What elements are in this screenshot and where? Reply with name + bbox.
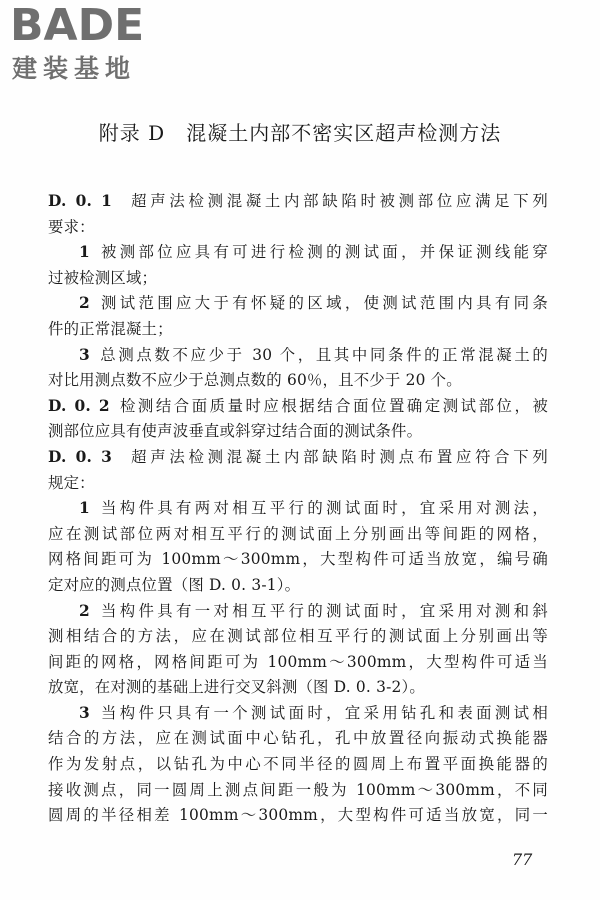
clause-line: 测部位应具有使声波垂直或斜穿过结合面的测试条件。 xyxy=(48,422,423,441)
item-number: 2 xyxy=(79,294,90,313)
clause-d-0-1-item-3 xyxy=(48,343,548,394)
clause-line: 放宽，在对测的基础上进行交叉斜测（图 D. 0. 3-2）。 xyxy=(48,678,425,697)
clause-line: D. 0. 3 超声法检测混凝土内部缺陷时测点布置应符合下列 xyxy=(48,447,548,466)
clause-d-0-1-item-2 xyxy=(48,291,548,342)
clause-line: D. 0. 1 超声法检测混凝土内部缺陷时被测部位应满足下列 xyxy=(48,192,548,210)
clause-line: 2 测试范围应大于有怀疑的区域，使测试范围内具有同条 xyxy=(79,294,548,313)
logo-subtitle: 建装基地 xyxy=(12,54,137,83)
clause-line: 间距的网格，网格间距可为 100mm～300mm，大型构件可适当 xyxy=(48,652,548,671)
clause-line: 作为发射点，以钻孔为中心不同半径的圆周上布置平面换能器的 xyxy=(48,755,548,774)
clause-line: 接收测点，同一圆周上测点间距一般为 100mm～300mm，不同 xyxy=(48,780,548,799)
item-number: 3 xyxy=(79,703,90,722)
item-number: 3 xyxy=(79,345,90,364)
clause-line: 3 当构件只具有一个测试面时，宜采用钻孔和表面测试相 xyxy=(79,703,548,722)
clause-line: 要求： xyxy=(48,217,95,236)
item-number: 1 xyxy=(79,243,90,262)
appendix-title: 附录 D 混凝土内部不密实区超声检测方法 xyxy=(98,121,502,145)
clause-number: D. 0. 1 xyxy=(48,192,113,210)
clause-line: 1 当构件具有两对相互平行的测试面时，宜采用对测法， xyxy=(79,499,548,518)
clause-d-0-2 xyxy=(48,394,548,445)
clause-d-0-1-item-1 xyxy=(48,240,548,291)
clause-line: 结合的方法，应在测试面中心钻孔，孔中放置径向振动式换能器 xyxy=(48,729,548,748)
clause-d-0-3-item-1 xyxy=(48,496,548,598)
bade-logo xyxy=(8,0,178,86)
clause-number: D. 0. 3 xyxy=(48,447,113,466)
clause-d-0-3 xyxy=(48,445,548,496)
clause-number: D. 0. 2 xyxy=(48,396,110,415)
clause-line: 应在测试部位两对相互平行的测试面上分别画出等间距的网格， xyxy=(48,524,548,543)
clause-line: 对比用测点数不应少于总测点数的 60％，且不少于 20 个。 xyxy=(48,371,462,390)
document-body xyxy=(48,189,548,829)
clause-line: 网格间距可为 100mm～300mm，大型构件可适当放宽，编号确 xyxy=(48,550,548,569)
clause-line: 1 被测部位应具有可进行检测的测试面，并保证测线能穿 xyxy=(79,243,548,262)
clause-line: 测相结合的方法，应在测试部位相互平行的测试面上分别画出等 xyxy=(48,627,548,646)
clause-line: 2 当构件具有一对相互平行的测试面时，宜采用对测和斜 xyxy=(79,601,548,620)
clause-line: 件的正常混凝土； xyxy=(48,319,173,338)
clause-line: D. 0. 2 检测结合面质量时应根据结合面位置确定测试部位，被 xyxy=(48,396,548,415)
clause-line: 定对应的测点位置（图 D. 0. 3-1）。 xyxy=(48,575,301,594)
page-number: 77 xyxy=(512,850,533,869)
logo-wordmark: BADE xyxy=(10,0,145,51)
item-number: 1 xyxy=(79,499,90,518)
clause-line: 3 总测点数不应少于 30 个，且其中同条件的正常混凝土的 xyxy=(79,345,548,364)
clause-line: 规定： xyxy=(48,473,95,492)
clause-d-0-1 xyxy=(48,189,548,240)
clause-d-0-3-item-3 xyxy=(48,701,548,829)
clause-d-0-3-item-2 xyxy=(48,599,548,701)
item-number: 2 xyxy=(79,601,90,620)
clause-line: 过被检测区域； xyxy=(48,268,158,287)
clause-line: 圆周的半径相差 100mm～300mm，大型构件可适当放宽，同一 xyxy=(48,806,548,825)
